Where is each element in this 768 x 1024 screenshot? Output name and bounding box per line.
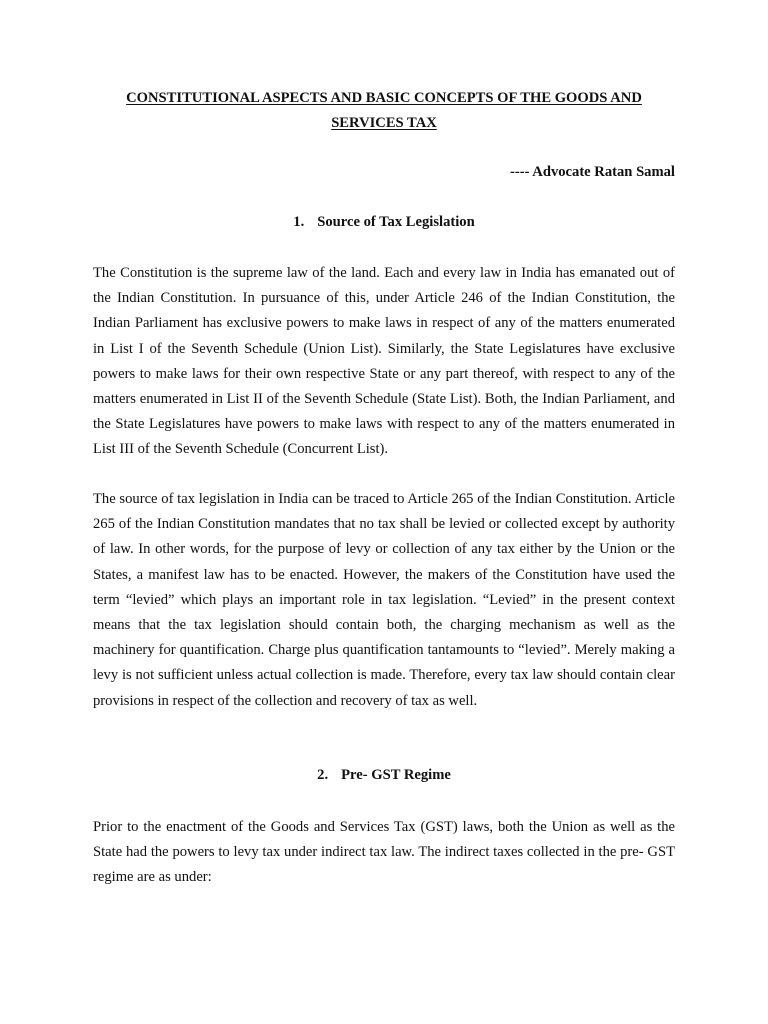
paragraph: Prior to the enactment of the Goods and Services Tax (GST) laws, both the Union as well as the State had the powers to levy tax under indirect tax law. The indirect taxes collected in the pre- GST regime are as under: [93, 819, 675, 886]
document-title: CONSTITUTIONAL ASPECTS AND BASIC CONCEPTS OF THE GOODS AND SERVICES TAX [126, 90, 642, 131]
section-number: 1. [293, 214, 305, 230]
section-heading-text: Source of Tax Legislation [317, 214, 475, 230]
author-line: ---- Advocate Ratan Samal [510, 164, 675, 180]
section-number: 2. [317, 767, 329, 783]
section-heading-text: Pre- GST Regime [341, 767, 451, 783]
paragraph: The source of tax legislation in India can be traced to Article 265 of the Indian Constitution. Article 265 of the Indian Constitution mandates that no tax shall be levied or collected except by authority of law. In other words, for the purpose of levy or collection of any tax either by the Union or the States, a manifest law has to be enacted. However, the makers of the Constitution have used the term “levied” which plays an important role in tax legislation. “Levied” in the present context means that the tax legislation should contain both, the charging mechanism as well as the machinery for quantification. Charge plus quantification tantamounts to “levied”. Merely making a levy is not sufficient unless actual collection is made. Therefore, every tax law should contain clear provisions in respect of the collection and recovery of tax as well. [93, 491, 675, 709]
section-heading-2 [93, 765, 675, 785]
document-page [93, 0, 675, 1024]
paragraph: The Constitution is the supreme law of the land. Each and every law in India has emanated out of the Indian Constitution. In pursuance of this, under Article 246 of the Indian Constitution, the Indian Parliament has exclusive powers to make laws in respect of any of the matters enumerated in List I of the Seventh Schedule (Union List). Similarly, the State Legislatures have exclusive powers to make laws for their own respective State or any part thereof, with respect to any of the matters enumerated in List II of the Seventh Schedule (State List). Both, the Indian Parliament, and the State Legislatures have powers to make laws with respect to any of the matters enumerated in List III of the Seventh Schedule (Concurrent List). [93, 265, 675, 458]
section-heading-1 [93, 212, 675, 232]
